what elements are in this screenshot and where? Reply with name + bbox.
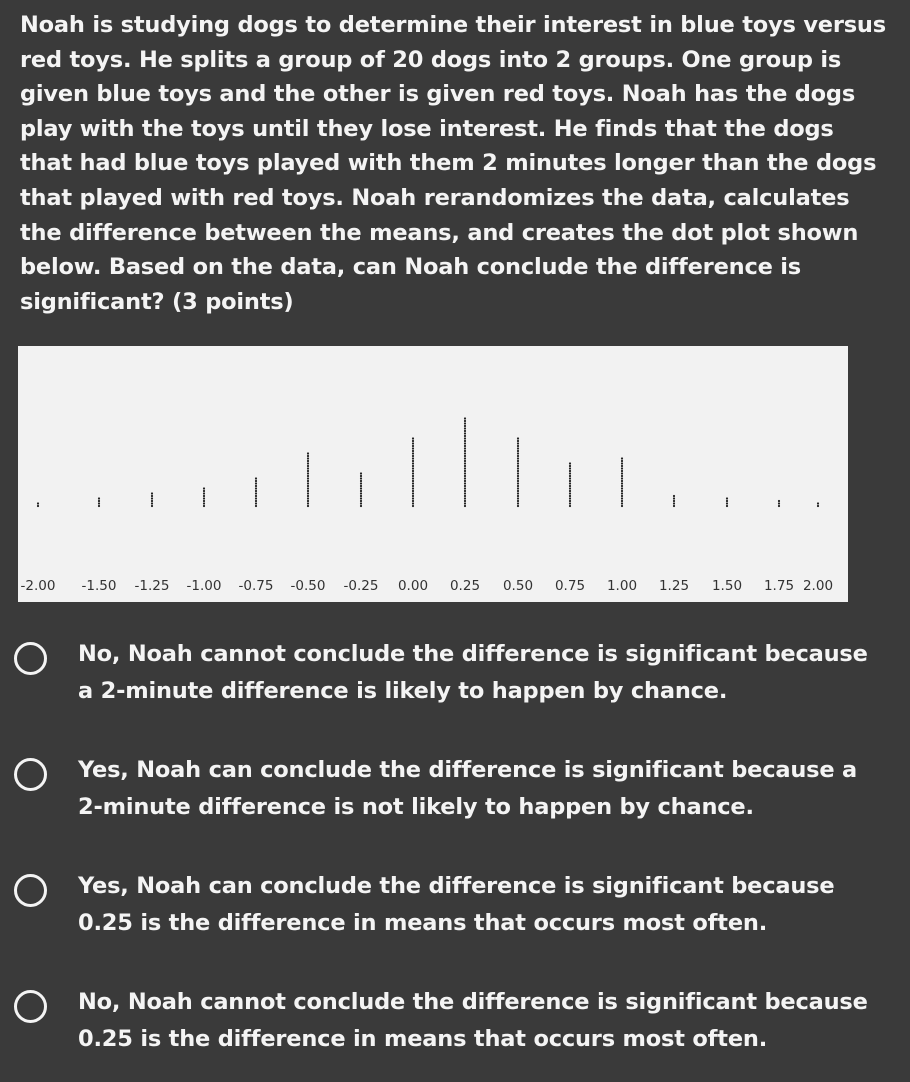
radio-button[interactable] — [14, 642, 47, 675]
x-tick-label: -0.50 — [290, 578, 326, 594]
answer-option-label: No, Noah cannot conclude the difference is significant because 0.25 is the difference in means that occurs most often. — [78, 989, 868, 1052]
x-tick-label: 1.75 — [763, 578, 795, 594]
x-tick-label: 1.50 — [711, 578, 743, 594]
answer-option-label: Yes, Noah can conclude the difference is significant because 0.25 is the difference in means that occurs most often. — [78, 873, 835, 936]
x-tick-label: 0.00 — [397, 578, 429, 594]
x-tick-label: 0.75 — [554, 578, 586, 594]
x-tick-label: -1.50 — [81, 578, 117, 594]
x-tick-label: -1.25 — [134, 578, 170, 594]
answer-option-label: Yes, Noah can conclude the difference is significant because a 2-minute difference is not likely to happen by chance. — [78, 757, 858, 820]
radio-button[interactable] — [14, 990, 47, 1023]
x-tick-label: -0.75 — [238, 578, 274, 594]
x-tick-label: 2.00 — [802, 578, 834, 594]
x-tick-label: -2.00 — [20, 578, 56, 594]
radio-button[interactable] — [14, 758, 47, 791]
x-tick-label: 0.50 — [502, 578, 534, 594]
x-tick-label: 1.00 — [606, 578, 638, 594]
x-tick-label: -1.00 — [186, 578, 222, 594]
x-tick-label: -0.25 — [343, 578, 379, 594]
x-tick-label: 1.25 — [658, 578, 690, 594]
question-text: Noah is studying dogs to determine their interest in blue toys versus red toys. He splits a group of 20 dogs into 2 groups. One group is given blue toys and the other is given red toys. Noah has the dogs play with the toys until they lose interest. He finds that the dogs that had blue toys played with them 2 minutes longer than the dogs that played with red toys. Noah rerandomizes the data, calculates the difference between the means, and creates the dot plot shown below. Based on the data, can Noah conclude the difference is significant? (3 points) — [20, 12, 886, 315]
radio-button[interactable] — [14, 874, 47, 907]
answer-option-label: No, Noah cannot conclude the difference is significant because a 2-minute difference is likely to happen by chance. — [78, 641, 868, 704]
x-tick-label: 0.25 — [449, 578, 481, 594]
